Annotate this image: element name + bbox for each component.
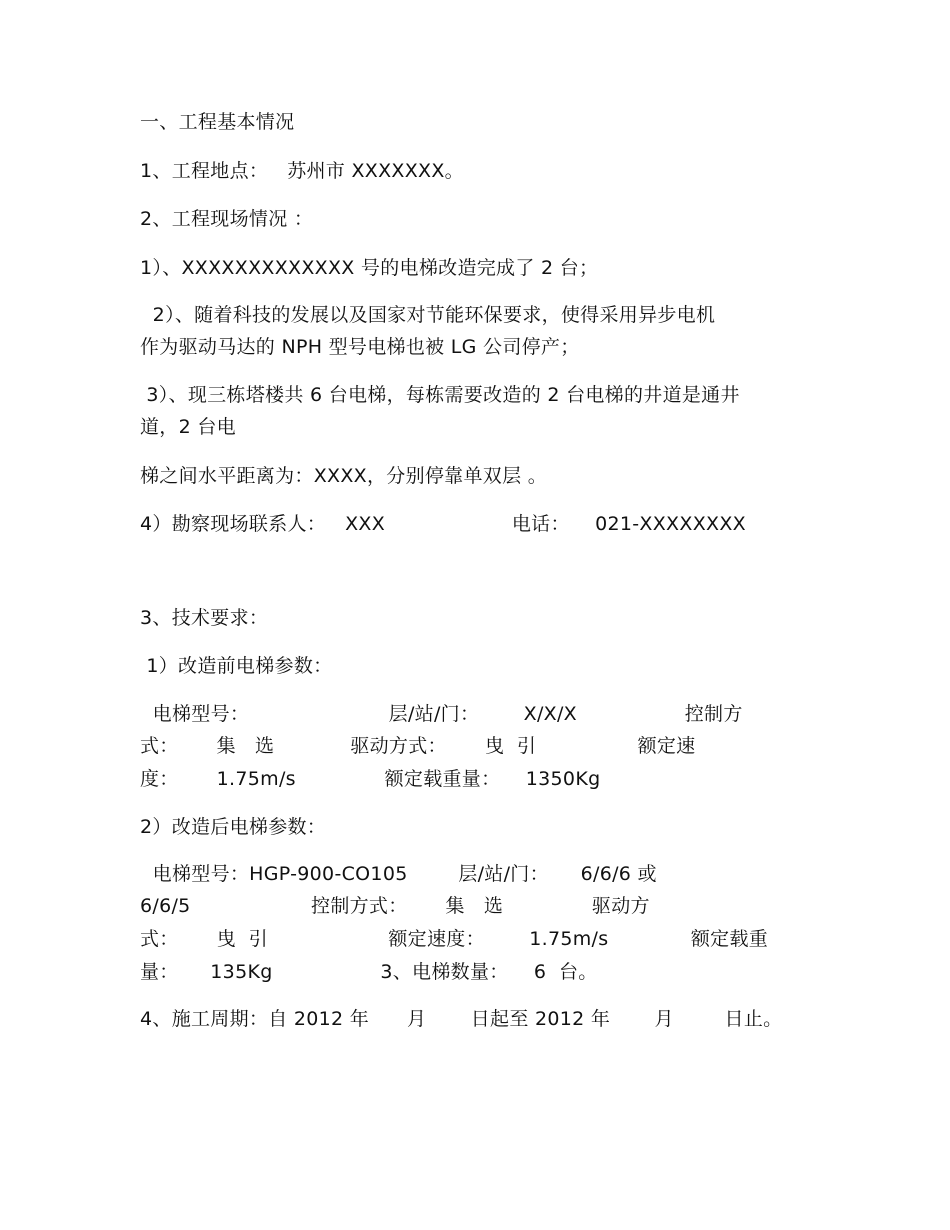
before-params-line-3: 度： 1.75m/s 额定载重量： 1350Kg <box>140 768 601 790</box>
after-params-line-4: 量： 135Kg 3、电梯数量： 6 台。 <box>140 961 598 983</box>
site-situation-heading: 2、工程现场情况 ： <box>140 208 314 230</box>
after-params-heading: 2）改造后电梯参数： <box>140 816 327 838</box>
site-item-3-line-3: 梯之间水平距离为：XXXX，分别停靠单双层 。 <box>140 465 548 487</box>
project-location-line: 1、工程地点： 苏州市 XXXXXXX。 <box>140 160 464 182</box>
site-item-2-line-2: 作为驱动马达的 NPH 型号电梯也被 LG 公司停产； <box>140 336 580 358</box>
after-params-line-2: 6/6/5 控制方式： 集 选 驱动方 <box>140 895 650 917</box>
site-contact-line: 4）勘察现场联系人： XXX 电话： 021-XXXXXXXX <box>140 513 746 535</box>
site-item-3-line-1: 3）、现三栋塔楼共 6 台电梯，每栋需要改造的 2 台电梯的井道是通井 <box>140 384 740 406</box>
construction-period-line: 4、施工周期：自 2012 年 月 日起至 2012 年 月 日止。 <box>140 1008 783 1030</box>
site-item-1: 1）、XXXXXXXXXXXXX 号的电梯改造完成了 2 台； <box>140 257 599 279</box>
after-params-line-1: 电梯型号：HGP-900-CO105 层/站/门： 6/6/6 或 <box>140 863 657 885</box>
before-params-line-2: 式： 集 选 驱动方式： 曳 引 额定速 <box>140 735 696 757</box>
after-params-line-3: 式： 曳 引 额定速度： 1.75m/s 额定载重 <box>140 928 769 950</box>
section-heading-project-basics: 一、工程基本情况 <box>140 111 295 133</box>
before-params-heading: 1）改造前电梯参数： <box>140 655 333 677</box>
site-item-3-line-2: 道，2 台电 <box>140 416 236 438</box>
site-item-2-line-1: 2）、随着科技的发展以及国家对节能环保要求，使得采用异步电机 <box>140 304 716 326</box>
before-params-line-1: 电梯型号： 层/站/门： X/X/X 控制方 <box>140 703 743 725</box>
tech-requirements-heading: 3、技术要求： <box>140 607 269 629</box>
